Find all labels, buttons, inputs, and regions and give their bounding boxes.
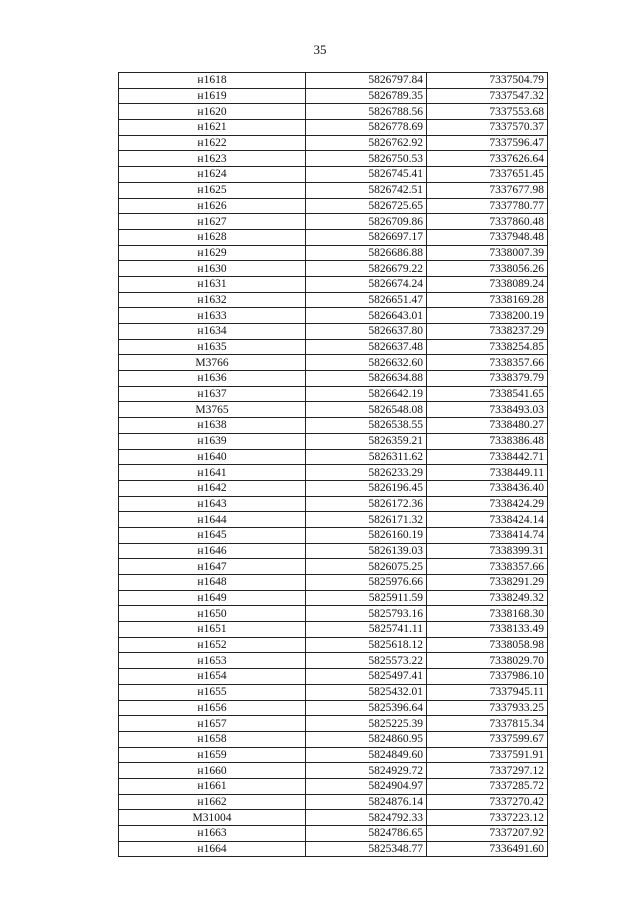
table-row bbox=[119, 198, 548, 214]
table-row bbox=[119, 229, 548, 245]
y-coordinate-cell: 7338493.03 bbox=[427, 402, 548, 418]
x-coordinate-cell: 5826697.17 bbox=[306, 229, 427, 245]
table-row bbox=[119, 637, 548, 653]
table-row bbox=[119, 480, 548, 496]
x-coordinate-cell: 5826196.45 bbox=[306, 480, 427, 496]
y-coordinate-cell: 7337547.32 bbox=[427, 88, 548, 104]
table-row bbox=[119, 418, 548, 434]
point-name-cell: н1620 bbox=[119, 104, 306, 120]
point-name-cell: н1641 bbox=[119, 465, 306, 481]
y-coordinate-cell: 7338379.79 bbox=[427, 371, 548, 387]
y-coordinate-cell: 7337626.64 bbox=[427, 151, 548, 167]
y-coordinate-cell: 7338291.29 bbox=[427, 575, 548, 591]
x-coordinate-cell: 5826709.86 bbox=[306, 214, 427, 230]
x-coordinate-cell: 5826742.51 bbox=[306, 182, 427, 198]
x-coordinate-cell: 5825618.12 bbox=[306, 637, 427, 653]
x-coordinate-cell: 5825432.01 bbox=[306, 684, 427, 700]
y-coordinate-cell: 7337815.34 bbox=[427, 716, 548, 732]
point-name-cell: н1627 bbox=[119, 214, 306, 230]
point-name-cell: н1662 bbox=[119, 794, 306, 810]
y-coordinate-cell: 7337860.48 bbox=[427, 214, 548, 230]
table-row bbox=[119, 622, 548, 638]
table-row bbox=[119, 590, 548, 606]
point-name-cell: н1618 bbox=[119, 73, 306, 89]
point-name-cell: н1632 bbox=[119, 292, 306, 308]
point-name-cell: н1651 bbox=[119, 622, 306, 638]
table-row bbox=[119, 261, 548, 277]
point-name-cell: н1631 bbox=[119, 276, 306, 292]
y-coordinate-cell: 7337945.11 bbox=[427, 684, 548, 700]
y-coordinate-cell: 7338541.65 bbox=[427, 386, 548, 402]
table-row bbox=[119, 527, 548, 543]
point-name-cell: н1661 bbox=[119, 778, 306, 794]
y-coordinate-cell: 7336491.60 bbox=[427, 841, 548, 857]
y-coordinate-cell: 7337986.10 bbox=[427, 669, 548, 685]
point-name-cell: н1657 bbox=[119, 716, 306, 732]
table-row bbox=[119, 716, 548, 732]
point-name-cell: н1636 bbox=[119, 371, 306, 387]
table-row bbox=[119, 778, 548, 794]
table-row bbox=[119, 653, 548, 669]
table-row bbox=[119, 465, 548, 481]
point-name-cell: н1650 bbox=[119, 606, 306, 622]
x-coordinate-cell: 5825741.11 bbox=[306, 622, 427, 638]
point-name-cell: н1629 bbox=[119, 245, 306, 261]
x-coordinate-cell: 5824876.14 bbox=[306, 794, 427, 810]
table-row bbox=[119, 355, 548, 371]
x-coordinate-cell: 5826789.35 bbox=[306, 88, 427, 104]
point-name-cell: н1635 bbox=[119, 339, 306, 355]
y-coordinate-cell: 7338254.85 bbox=[427, 339, 548, 355]
table-row bbox=[119, 810, 548, 826]
y-coordinate-cell: 7338424.29 bbox=[427, 496, 548, 512]
page-number: 35 bbox=[313, 42, 327, 57]
point-name-cell: н1622 bbox=[119, 135, 306, 151]
point-name-cell: н1625 bbox=[119, 182, 306, 198]
x-coordinate-cell: 5826160.19 bbox=[306, 527, 427, 543]
table-row bbox=[119, 731, 548, 747]
table-row bbox=[119, 73, 548, 89]
table-row bbox=[119, 496, 548, 512]
x-coordinate-cell: 5826642.19 bbox=[306, 386, 427, 402]
table-row bbox=[119, 543, 548, 559]
x-coordinate-cell: 5825396.64 bbox=[306, 700, 427, 716]
point-name-cell: н1664 bbox=[119, 841, 306, 857]
point-name-cell: н1634 bbox=[119, 324, 306, 340]
point-name-cell: н1663 bbox=[119, 826, 306, 842]
x-coordinate-cell: 5826538.55 bbox=[306, 418, 427, 434]
table-row bbox=[119, 88, 548, 104]
x-coordinate-cell: 5826750.53 bbox=[306, 151, 427, 167]
point-name-cell: н1645 bbox=[119, 527, 306, 543]
y-coordinate-cell: 7338399.31 bbox=[427, 543, 548, 559]
point-name-cell: н1619 bbox=[119, 88, 306, 104]
point-name-cell: н1649 bbox=[119, 590, 306, 606]
table-row bbox=[119, 606, 548, 622]
x-coordinate-cell: 5825793.16 bbox=[306, 606, 427, 622]
y-coordinate-cell: 7338168.30 bbox=[427, 606, 548, 622]
table-row bbox=[119, 182, 548, 198]
table-row bbox=[119, 308, 548, 324]
x-coordinate-cell: 5826359.21 bbox=[306, 433, 427, 449]
y-coordinate-cell: 7337553.68 bbox=[427, 104, 548, 120]
y-coordinate-cell: 7337504.79 bbox=[427, 73, 548, 89]
coordinates-table-body bbox=[119, 73, 548, 857]
y-coordinate-cell: 7338414.74 bbox=[427, 527, 548, 543]
x-coordinate-cell: 5826778.69 bbox=[306, 120, 427, 136]
point-name-cell: н1630 bbox=[119, 261, 306, 277]
x-coordinate-cell: 5826643.01 bbox=[306, 308, 427, 324]
y-coordinate-cell: 7337677.98 bbox=[427, 182, 548, 198]
point-name-cell: н1646 bbox=[119, 543, 306, 559]
point-name-cell: н1654 bbox=[119, 669, 306, 685]
y-coordinate-cell: 7338357.66 bbox=[427, 355, 548, 371]
point-name-cell: н1648 bbox=[119, 575, 306, 591]
y-coordinate-cell: 7338133.49 bbox=[427, 622, 548, 638]
point-name-cell: н1639 bbox=[119, 433, 306, 449]
y-coordinate-cell: 7337285.72 bbox=[427, 778, 548, 794]
y-coordinate-cell: 7338058.98 bbox=[427, 637, 548, 653]
table-row bbox=[119, 747, 548, 763]
y-coordinate-cell: 7338480.27 bbox=[427, 418, 548, 434]
x-coordinate-cell: 5825348.77 bbox=[306, 841, 427, 857]
y-coordinate-cell: 7338007.39 bbox=[427, 245, 548, 261]
x-coordinate-cell: 5826651.47 bbox=[306, 292, 427, 308]
table-row bbox=[119, 433, 548, 449]
x-coordinate-cell: 5826233.29 bbox=[306, 465, 427, 481]
y-coordinate-cell: 7338200.19 bbox=[427, 308, 548, 324]
x-coordinate-cell: 5825573.22 bbox=[306, 653, 427, 669]
table-row bbox=[119, 559, 548, 575]
table-row bbox=[119, 826, 548, 842]
table-row bbox=[119, 104, 548, 120]
y-coordinate-cell: 7337297.12 bbox=[427, 763, 548, 779]
y-coordinate-cell: 7337780.77 bbox=[427, 198, 548, 214]
x-coordinate-cell: 5826686.88 bbox=[306, 245, 427, 261]
point-name-cell: н1637 bbox=[119, 386, 306, 402]
table-row bbox=[119, 700, 548, 716]
table-row bbox=[119, 386, 548, 402]
point-name-cell: н1633 bbox=[119, 308, 306, 324]
table-row bbox=[119, 449, 548, 465]
point-name-cell: н1642 bbox=[119, 480, 306, 496]
x-coordinate-cell: 5824849.60 bbox=[306, 747, 427, 763]
x-coordinate-cell: 5824792.33 bbox=[306, 810, 427, 826]
point-name-cell: н1647 bbox=[119, 559, 306, 575]
x-coordinate-cell: 5826172.36 bbox=[306, 496, 427, 512]
y-coordinate-cell: 7337933.25 bbox=[427, 700, 548, 716]
table-row bbox=[119, 214, 548, 230]
point-name-cell: М31004 bbox=[119, 810, 306, 826]
x-coordinate-cell: 5826311.62 bbox=[306, 449, 427, 465]
x-coordinate-cell: 5825497.41 bbox=[306, 669, 427, 685]
point-name-cell: н1621 bbox=[119, 120, 306, 136]
table-row bbox=[119, 763, 548, 779]
point-name-cell: н1656 bbox=[119, 700, 306, 716]
x-coordinate-cell: 5826745.41 bbox=[306, 167, 427, 183]
table-row bbox=[119, 324, 548, 340]
table-row bbox=[119, 276, 548, 292]
point-name-cell: н1624 bbox=[119, 167, 306, 183]
y-coordinate-cell: 7338169.28 bbox=[427, 292, 548, 308]
point-name-cell: н1640 bbox=[119, 449, 306, 465]
table-row bbox=[119, 135, 548, 151]
point-name-cell: н1623 bbox=[119, 151, 306, 167]
x-coordinate-cell: 5826725.65 bbox=[306, 198, 427, 214]
x-coordinate-cell: 5826674.24 bbox=[306, 276, 427, 292]
x-coordinate-cell: 5826075.25 bbox=[306, 559, 427, 575]
x-coordinate-cell: 5824929.72 bbox=[306, 763, 427, 779]
point-name-cell: н1658 bbox=[119, 731, 306, 747]
table-row bbox=[119, 841, 548, 857]
x-coordinate-cell: 5826679.22 bbox=[306, 261, 427, 277]
y-coordinate-cell: 7338357.66 bbox=[427, 559, 548, 575]
table-row bbox=[119, 402, 548, 418]
table-row bbox=[119, 339, 548, 355]
y-coordinate-cell: 7338029.70 bbox=[427, 653, 548, 669]
table-row bbox=[119, 120, 548, 136]
table-row bbox=[119, 512, 548, 528]
x-coordinate-cell: 5824904.97 bbox=[306, 778, 427, 794]
point-name-cell: н1655 bbox=[119, 684, 306, 700]
point-name-cell: н1659 bbox=[119, 747, 306, 763]
y-coordinate-cell: 7338089.24 bbox=[427, 276, 548, 292]
y-coordinate-cell: 7337570.37 bbox=[427, 120, 548, 136]
point-name-cell: н1652 bbox=[119, 637, 306, 653]
y-coordinate-cell: 7337596.47 bbox=[427, 135, 548, 151]
y-coordinate-cell: 7338249.32 bbox=[427, 590, 548, 606]
table-row bbox=[119, 669, 548, 685]
x-coordinate-cell: 5826634.88 bbox=[306, 371, 427, 387]
x-coordinate-cell: 5826637.48 bbox=[306, 339, 427, 355]
point-name-cell: н1644 bbox=[119, 512, 306, 528]
x-coordinate-cell: 5826139.03 bbox=[306, 543, 427, 559]
x-coordinate-cell: 5826632.60 bbox=[306, 355, 427, 371]
y-coordinate-cell: 7338386.48 bbox=[427, 433, 548, 449]
y-coordinate-cell: 7337599.67 bbox=[427, 731, 548, 747]
y-coordinate-cell: 7337207.92 bbox=[427, 826, 548, 842]
y-coordinate-cell: 7337591.91 bbox=[427, 747, 548, 763]
point-name-cell: н1626 bbox=[119, 198, 306, 214]
coordinates-table bbox=[118, 72, 548, 857]
y-coordinate-cell: 7337948.48 bbox=[427, 229, 548, 245]
x-coordinate-cell: 5826762.92 bbox=[306, 135, 427, 151]
y-coordinate-cell: 7338237.29 bbox=[427, 324, 548, 340]
x-coordinate-cell: 5826171.32 bbox=[306, 512, 427, 528]
y-coordinate-cell: 7338056.26 bbox=[427, 261, 548, 277]
point-name-cell: М3765 bbox=[119, 402, 306, 418]
point-name-cell: н1643 bbox=[119, 496, 306, 512]
table-row bbox=[119, 245, 548, 261]
y-coordinate-cell: 7338449.11 bbox=[427, 465, 548, 481]
x-coordinate-cell: 5826548.08 bbox=[306, 402, 427, 418]
x-coordinate-cell: 5825225.39 bbox=[306, 716, 427, 732]
x-coordinate-cell: 5825911.59 bbox=[306, 590, 427, 606]
point-name-cell: н1653 bbox=[119, 653, 306, 669]
table-row bbox=[119, 371, 548, 387]
table-row bbox=[119, 167, 548, 183]
x-coordinate-cell: 5826797.84 bbox=[306, 73, 427, 89]
x-coordinate-cell: 5824860.95 bbox=[306, 731, 427, 747]
y-coordinate-cell: 7338442.71 bbox=[427, 449, 548, 465]
x-coordinate-cell: 5825976.66 bbox=[306, 575, 427, 591]
table-row bbox=[119, 292, 548, 308]
y-coordinate-cell: 7338424.14 bbox=[427, 512, 548, 528]
x-coordinate-cell: 5826637.80 bbox=[306, 324, 427, 340]
table-row bbox=[119, 684, 548, 700]
y-coordinate-cell: 7337651.45 bbox=[427, 167, 548, 183]
x-coordinate-cell: 5824786.65 bbox=[306, 826, 427, 842]
table-row bbox=[119, 575, 548, 591]
table-row bbox=[119, 151, 548, 167]
point-name-cell: н1660 bbox=[119, 763, 306, 779]
x-coordinate-cell: 5826788.56 bbox=[306, 104, 427, 120]
y-coordinate-cell: 7337223.12 bbox=[427, 810, 548, 826]
table-row bbox=[119, 794, 548, 810]
point-name-cell: М3766 bbox=[119, 355, 306, 371]
point-name-cell: н1628 bbox=[119, 229, 306, 245]
y-coordinate-cell: 7337270.42 bbox=[427, 794, 548, 810]
y-coordinate-cell: 7338436.40 bbox=[427, 480, 548, 496]
point-name-cell: н1638 bbox=[119, 418, 306, 434]
